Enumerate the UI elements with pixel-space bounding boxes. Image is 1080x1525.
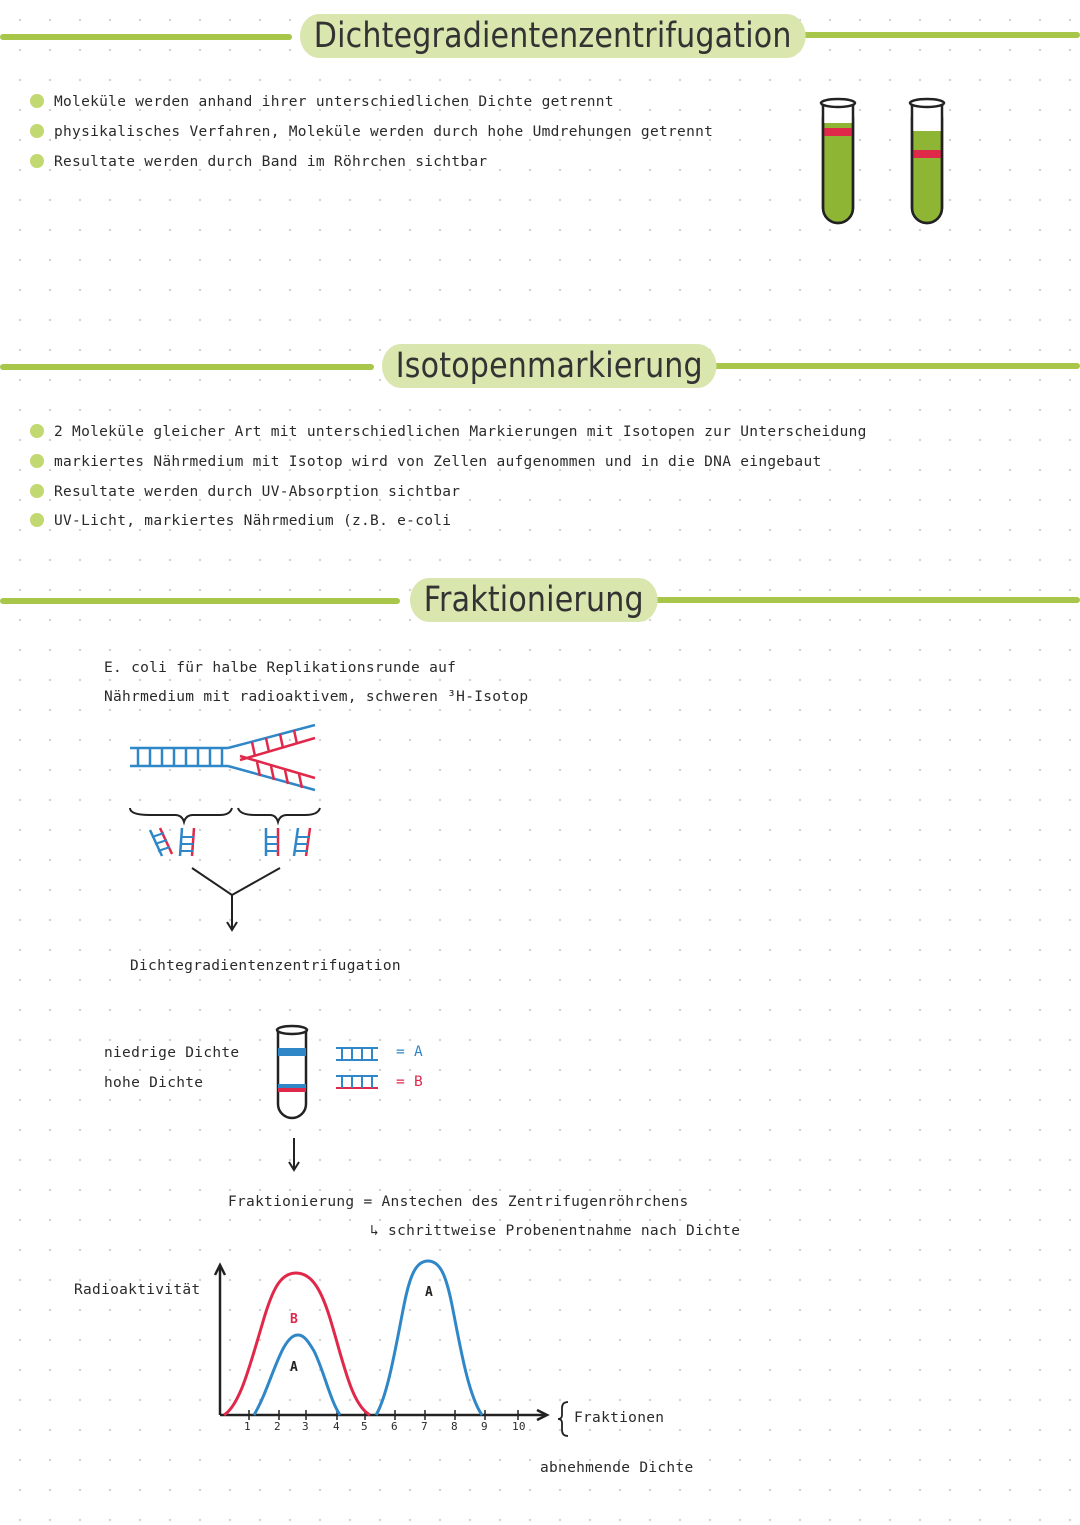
brace [130, 808, 320, 822]
section-title-density: Dichtegradientenzentrifugation [300, 14, 805, 58]
radioactivity-graph [200, 1255, 560, 1445]
bullet-dot [30, 484, 44, 498]
dna-legend [334, 1044, 394, 1094]
tick-label: 5 [361, 1420, 368, 1433]
section-title-isotope: Isotopenmarkierung [382, 344, 717, 388]
density-bullet-1: Moleküle werden anhand ihrer unterschiedlichen Dichte getrennt [54, 94, 614, 110]
legend-a-label: = A [396, 1044, 424, 1060]
fraction-subnote: ↳ schrittweise Probenentnahme nach Dichte [370, 1223, 741, 1239]
isotope-bullet-3: Resultate werden durch UV-Absorption sichtbar [54, 484, 461, 500]
density-bullet-3: Resultate werden durch Band im Röhrchen sichtbar [54, 154, 488, 170]
isotope-bullet-2: markiertes Nährmedium mit Isotop wird von Zellen aufgenommen und in die DNA eingebaut [54, 454, 822, 470]
axes [215, 1265, 547, 1420]
merge-arrow [192, 868, 280, 895]
down-arrow [284, 1138, 304, 1174]
curve-b-red [224, 1273, 370, 1415]
intro-line-1: E. coli für halbe Replikationsrunde auf [104, 660, 457, 676]
test-tube-illustration [808, 95, 958, 235]
centrifuge-tube [272, 1024, 312, 1134]
bullet-dot [30, 424, 44, 438]
tube-right [910, 99, 944, 223]
legend-b-label: = B [396, 1074, 424, 1090]
tube-left [821, 99, 855, 223]
daughter-dna-1 [150, 828, 194, 856]
peak-a-right-label: A [425, 1285, 434, 1300]
fraction-definition: Fraktionierung = Anstechen des Zentrifugenröhrchens [228, 1194, 689, 1210]
section-divider [646, 597, 1080, 603]
tick-label: 8 [451, 1420, 458, 1433]
bullet-dot [30, 154, 44, 168]
bullet-dot [30, 94, 44, 108]
daughter-dna-2 [266, 828, 310, 856]
tick-label: 6 [391, 1420, 398, 1433]
high-density-label: hohe Dichte [104, 1075, 204, 1091]
x-axis-sublabel: abnehmende Dichte [540, 1460, 694, 1476]
x-tick-labels [0, 1420, 600, 1440]
bullet-dot [30, 454, 44, 468]
isotope-bullet-1: 2 Moleküle gleicher Art mit unterschiedlichen Markierungen mit Isotopen zur Unterscheidung [54, 424, 867, 440]
replication-fork-diagram [120, 720, 340, 870]
curve-a-inner-blue [254, 1335, 340, 1415]
peak-b-label: B [290, 1312, 299, 1327]
tick-label: 10 [512, 1420, 526, 1433]
section-divider [766, 32, 1080, 38]
section-divider [0, 364, 374, 370]
tick-label: 7 [421, 1420, 428, 1433]
tick-label: 1 [244, 1420, 251, 1433]
tick-label: 3 [302, 1420, 309, 1433]
density-bullet-2: physikalisches Verfahren, Moleküle werden durch hohe Umdrehungen getrennt [54, 124, 714, 140]
y-axis-label: Radioaktivität [74, 1282, 201, 1298]
bullet-dot [30, 513, 44, 527]
section-divider [694, 363, 1080, 369]
peak-a-inner-label: A [290, 1360, 299, 1375]
isotope-bullet-4: UV-Licht, markiertes Nährmedium (z.B. e-coli [54, 513, 452, 529]
legend-b-symbol [336, 1076, 378, 1088]
bullet-dot [30, 124, 44, 138]
section-title-fraction: Fraktionierung [410, 578, 657, 622]
low-density-label: niedrige Dichte [104, 1045, 240, 1061]
tick-label: 2 [274, 1420, 281, 1433]
legend-a-symbol [336, 1048, 378, 1060]
process-label: Dichtegradientenzentrifugation [130, 958, 401, 974]
curly-brace [556, 1400, 572, 1438]
intro-line-2: Nährmedium mit radioaktivem, schweren ³H-Isotop [104, 689, 529, 705]
x-axis-label: Fraktionen [574, 1410, 665, 1426]
section-divider [0, 598, 400, 604]
section-divider [0, 34, 292, 40]
down-arrow [222, 894, 242, 934]
tick-label: 9 [481, 1420, 488, 1433]
tick-label: 4 [333, 1420, 340, 1433]
